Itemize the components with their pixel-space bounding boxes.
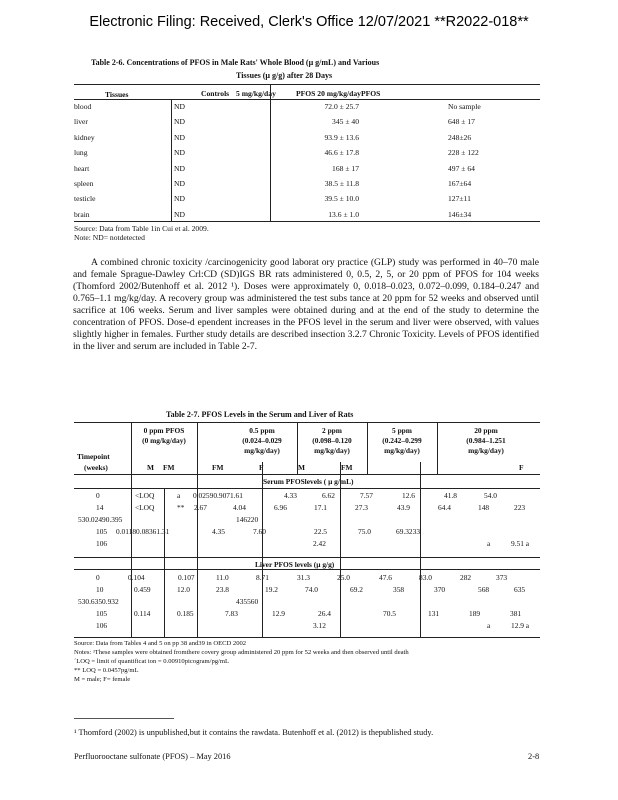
week-cell: 106: [96, 621, 108, 630]
value-cell: 70.5: [383, 609, 396, 618]
tissue-cell: brain: [74, 209, 90, 219]
week-cell: 14: [96, 503, 104, 512]
value-cell: 26.4: [318, 609, 331, 618]
value-cell: 4.33: [284, 491, 297, 500]
value-cell: 568: [478, 585, 490, 594]
value-cell: 23.8: [216, 585, 229, 594]
dose-header-1-l1: 0.5 ppm: [249, 426, 275, 435]
sex-label: M: [147, 463, 154, 472]
table-title-line2: Tissues (µ g/g) after 28 Days: [236, 71, 333, 80]
value-cell: 8.71: [256, 573, 269, 582]
value-cell: 31.3: [297, 573, 310, 582]
dose20-cell: 648 ± 17: [448, 117, 475, 127]
tissue-cell: liver: [74, 117, 88, 127]
value-cell: 75.0: [358, 527, 371, 536]
value-cell: 131: [428, 609, 440, 618]
week-cell: 105: [96, 609, 108, 618]
value-cell: <LOQ: [135, 503, 155, 512]
dose-header-4-l1: 20 ppm: [474, 426, 498, 435]
serum-heading: Serum PFOSlevels ( µ g/mL): [263, 477, 354, 486]
value-cell: 3.12: [313, 621, 326, 630]
dose20-cell: 497 ± 64: [448, 163, 475, 173]
tissue-cell: spleen: [74, 179, 94, 188]
tissue-cell: heart: [74, 163, 90, 173]
value-cell: 22.5: [314, 527, 327, 536]
overflow-cell: 530.6350.932: [78, 597, 119, 606]
dose20-cell: 228 ± 122: [448, 148, 479, 158]
value-cell: 7.60: [253, 527, 266, 536]
dose-header-3-l1: 5 ppm: [392, 426, 412, 435]
overflow-cell: 435560: [236, 597, 259, 606]
value-cell: 25.0: [337, 573, 350, 582]
value-cell: 189: [469, 609, 481, 618]
sex-label: F: [259, 463, 264, 472]
control-cell: ND: [174, 102, 185, 111]
filing-header: Electronic Filing: Received, Clerk's Office 12/07/2021 **R2022-018**: [89, 14, 529, 30]
value-cell: 27.3: [355, 503, 368, 512]
value-cell: 7.83: [225, 609, 238, 618]
value-cell: 6.96: [274, 503, 287, 512]
table-2-7-title: Table 2-7. PFOS Levels in the Serum and Liver of Rats: [166, 410, 354, 419]
table-note: Note: ND= notdetected: [74, 233, 145, 242]
col-controls: Controls: [201, 89, 230, 98]
value-cell: 0.114: [134, 609, 151, 618]
value-cell: 223: [514, 503, 526, 512]
control-cell: ND: [174, 132, 185, 142]
value-cell: 0.459: [134, 585, 151, 594]
value-cell: 54.0: [484, 491, 497, 500]
value-cell: a: [487, 539, 491, 548]
value-cell: a: [487, 621, 491, 630]
control-cell: ND: [174, 194, 185, 204]
col-tissues: Tissues: [105, 90, 129, 99]
value-cell: 0.107: [178, 573, 195, 582]
value-cell: 4.04: [233, 503, 246, 512]
col-5mg: 5 mg/kg/day: [236, 89, 276, 98]
note-line: ** LOQ = 0.0457pg/mL: [74, 667, 139, 674]
dose20-cell: 127±11: [448, 194, 471, 204]
value-cell: 43.9: [397, 503, 410, 512]
sex-label: FM: [341, 463, 353, 472]
week-cell: 0: [96, 573, 100, 582]
value-cell: 0.104: [128, 573, 145, 582]
dose20-cell: 167±64: [448, 179, 472, 188]
sex-label: FM: [212, 463, 224, 472]
control-cell: ND: [174, 117, 185, 127]
sex-label: FM: [163, 463, 175, 472]
value-cell: <LOQ: [135, 491, 155, 500]
table-source: Source: Data from Table 1in Cui et al. 2009.: [74, 224, 209, 233]
dose-header-4-l2: (0.984–1.251: [466, 436, 506, 445]
control-cell: ND: [174, 179, 185, 188]
dose5-cell: 39.5 ± 10.0: [324, 194, 359, 204]
week-cell: 10: [96, 585, 104, 594]
dose20-cell: 146±34: [448, 209, 472, 219]
value-cell: 381: [510, 609, 522, 618]
liver-heading: Liver PFOS levels (µ g/g): [255, 560, 335, 569]
value-cell: 0.01180.08361.31: [116, 527, 170, 536]
weeks-label: (weeks): [84, 463, 108, 472]
value-cell: 12.6: [402, 491, 415, 500]
timepoint-label: Timepoint: [77, 452, 110, 461]
value-cell: 69.2: [350, 585, 363, 594]
value-cell: 2.67: [194, 503, 207, 512]
dose-header-2-l3: mg/kg/day): [314, 446, 350, 455]
tissue-cell: lung: [74, 148, 88, 158]
value-cell: 0.185: [177, 609, 194, 618]
dose5-cell: 345 ± 40: [332, 117, 359, 127]
week-cell: 106: [96, 539, 108, 548]
control-cell: ND: [174, 209, 185, 219]
sex-label: F: [519, 463, 524, 472]
value-cell: 4.35: [212, 527, 225, 536]
table-title-line1: Table 2-6. Concentrations of PFOS in Male Rats' Whole Blood (µ g/mL) and Various: [91, 58, 380, 67]
value-cell: 19.2: [265, 585, 278, 594]
value-cell: 282: [460, 573, 472, 582]
dose20-cell: No sample: [448, 102, 481, 111]
col-pfos20: PFOS 20 mg/kg/dayPFOS: [296, 89, 381, 98]
tissue-cell: testicle: [74, 194, 96, 204]
value-cell: 11.0: [216, 573, 229, 582]
control-cell: ND: [174, 163, 185, 173]
dose-header-4-l3: mg/kg/day): [468, 446, 504, 455]
control-cell: ND: [174, 148, 185, 158]
week-cell: 0: [96, 491, 100, 500]
note-line: Source: Data from Tables 4 and 5 on pp 38 and39 in OECD 2002: [74, 640, 247, 647]
value-cell: 12.9 a: [511, 621, 530, 630]
value-cell: 17.1: [314, 503, 327, 512]
week-cell: 105: [96, 527, 108, 536]
page-number: 2-8: [528, 752, 540, 761]
value-cell: 0.02590.9071.61: [193, 491, 243, 500]
value-cell: 373: [496, 573, 508, 582]
body-paragraph: [73, 257, 539, 353]
dose5-cell: 13.6 ± 1.0: [328, 209, 359, 219]
overflow-cell: 146220: [236, 515, 259, 524]
value-cell: 12.9: [272, 609, 285, 618]
dose5-cell: 168 ± 17: [332, 163, 359, 173]
value-cell: 358: [393, 585, 405, 594]
value-cell: 12.0: [177, 585, 190, 594]
dose-header-2-l1: 2 ppm: [322, 426, 342, 435]
dose5-cell: 38.5 ± 11.8: [324, 179, 359, 188]
dose20-cell: 248±26: [448, 132, 472, 142]
value-cell: **: [177, 503, 185, 512]
value-cell: 2.42: [313, 539, 326, 548]
note-line: Notes: ᵃThese samples were obtained fromthere covery group administered 20 ppm for 52 weeks and then observed until death: [74, 649, 409, 656]
footer-left: Perfluorooctane sulfonate (PFOS) – May 2016: [74, 752, 231, 761]
note-line: ´LOQ = limit of quantificat ion = 0.00910picogram/pg/mL: [74, 658, 230, 665]
tissue-cell: blood: [74, 102, 92, 111]
value-cell: 47.6: [379, 573, 392, 582]
value-cell: 64.4: [438, 503, 451, 512]
dose-header-3-l3: mg/kg/day): [384, 446, 420, 455]
value-cell: 83.0: [419, 573, 432, 582]
dose5-cell: 46.6 ± 17.8: [324, 148, 359, 158]
dose-header-1-l3: mg/kg/day): [244, 446, 280, 455]
value-cell: 9.51 a: [511, 539, 530, 548]
dose-header-3-l2: (0.242–0.299: [382, 436, 422, 445]
value-cell: 148: [478, 503, 490, 512]
dose-header-0-l1: 0 ppm PFOS: [143, 426, 185, 435]
overflow-cell: 530.02490.395: [78, 515, 123, 524]
value-cell: 7.57: [360, 491, 373, 500]
value-cell: 41.8: [444, 491, 457, 500]
value-cell: 69.3233: [396, 527, 421, 536]
footnote: ¹ Thomford (2002) is unpublished,but it contains the rawdata. Butenhoff et al. (2012) is thepublished study.: [74, 728, 434, 737]
value-cell: a: [177, 491, 181, 500]
dose-header-2-l2: (0.098–0.120: [312, 436, 352, 445]
dose5-cell: 72.0 ± 25.7: [324, 102, 359, 111]
body-paragraph-text: A combined chronic toxicity /carcinogenicity good laborat ory practice (GLP) study was performed in 40–70 male and female Sprague-Dawley Crl:CD (SD)IGS BR rats administered 0, 0.5, 2, 5, or 20 ppm of PFOS for 104 weeks (Thomford 2002/Butenhoff et al. 2012 ¹). Doses were approximately 0, 0.018–0.023, 0.072–0.099, 0.184–0.247 and 0.765–1.1 mg/kg/day. A recovery group was administered the test subs tance at 20 ppm for 52 weeks and observed until sacrifice at 106 weeks. Serum and liver samples were obtained during and at the end of the study to determine the concentration of PFOS. Dose-d ependent increases in the PFOS level in the serum and liver were observed, with values slightly higher in females. Further study details are described insection 3.2.7 Chronic Toxicity. Levels of PFOS identified in the liver and serum are included in Table 2-7.: [73, 257, 539, 353]
value-cell: 635: [514, 585, 526, 594]
value-cell: 370: [434, 585, 446, 594]
sex-label: M: [298, 463, 305, 472]
note-line: M = male; F= female: [74, 676, 131, 683]
dose-header-1-l2: (0.024–0.029: [242, 436, 282, 445]
tissue-cell: kidney: [74, 132, 95, 142]
dose5-cell: 93.9 ± 13.6: [324, 132, 359, 142]
dose-header-0-l2: (0 mg/kg/day): [142, 436, 186, 445]
value-cell: 74.0: [305, 585, 318, 594]
value-cell: 6.62: [322, 491, 335, 500]
